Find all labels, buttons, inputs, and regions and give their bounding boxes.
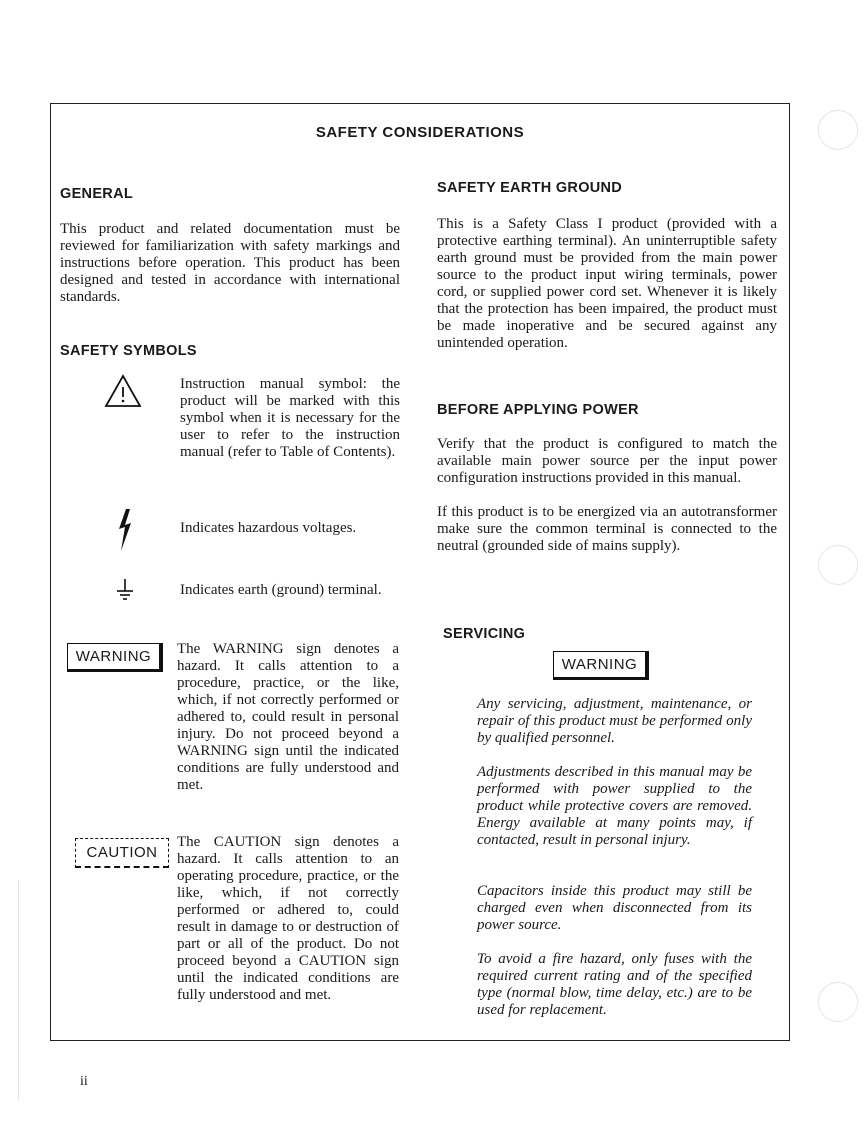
- caution-sign: CAUTION: [75, 838, 169, 868]
- earth-ground-icon: [115, 578, 135, 602]
- warning-sign-text: The WARNING sign denotes a hazard. It calls attention to a procedure, practice, or the like, which, if not correctly performed or adhered to, could result in personal injury. Do not proceed beyond a WARNING sign until the indicated conditions are fully understood and met.: [177, 641, 399, 793]
- before-power-text-1: Verify that the product is configured to match the available main power source per the input power configuration instructions provided in this manual.: [437, 436, 777, 486]
- before-power-heading: BEFORE APPLYING POWER: [437, 402, 639, 418]
- instruction-symbol-text: Instruction manual symbol: the product will be marked with this symbol when it is necessary for the user to refer to the instruction manual (refer to Table of Contents).: [180, 376, 400, 460]
- page-title: SAFETY CONSIDERATIONS: [315, 124, 525, 141]
- ground-symbol-text: Indicates earth (ground) terminal.: [180, 582, 382, 598]
- hazard-symbol-text: Indicates hazardous voltages.: [180, 520, 357, 536]
- safety-box: [50, 103, 790, 1041]
- earth-ground-text: This is a Safety Class I product (provided with a protective earthing terminal). An uninterruptible safety earth ground must be provided from the main power source to the product input wiring terminals, power cord, or supplied power cord set. Whenever it is likely that the protection has been impaired, the product must be made inoperative and be secured against any unintended operation.: [437, 216, 777, 351]
- servicing-warning-sign: WARNING: [553, 651, 649, 680]
- punch-hole-bottom: [818, 982, 858, 1022]
- caution-sign-text: The CAUTION sign denotes a hazard. It calls attention to an operating procedure, practice, or the like, which, if not correctly performed or adhered to, could result in damage to or destruction of part or all of the product. Do not proceed beyond a CAUTION sign until the indicated conditions are fully understood and met.: [177, 834, 399, 1003]
- warning-sign: WARNING: [67, 643, 163, 672]
- page-number: ii: [80, 1074, 88, 1089]
- earth-ground-heading: SAFETY EARTH GROUND: [437, 180, 623, 196]
- servicing-paragraph-2: Adjustments described in this manual may be performed with power supplied to the product while protective covers are removed. Energy available at many points may, if contacted, result in personal injury.: [477, 764, 752, 848]
- servicing-heading: SERVICING: [443, 626, 526, 642]
- general-heading: GENERAL: [60, 186, 133, 202]
- hazardous-voltage-icon: [115, 507, 135, 553]
- general-text: This product and related documentation must be reviewed for familiarization with safety markings and instructions before operation. This product has been designed and tested in accordance with international standards.: [60, 221, 400, 305]
- servicing-paragraph-4: To avoid a fire hazard, only fuses with the required current rating and of the specified type (normal blow, time delay, etc.) are to be used for replacement.: [477, 951, 752, 1018]
- scan-margin-line: [18, 880, 19, 1100]
- punch-hole-middle: [818, 545, 858, 585]
- safety-symbols-heading: SAFETY SYMBOLS: [60, 343, 197, 359]
- before-power-text-2: If this product is to be energized via an autotransformer make sure the common terminal is connected to the neutral (grounded side of mains supply).: [437, 504, 777, 554]
- servicing-paragraph-1: Any servicing, adjustment, maintenance, or repair of this product must be performed only by qualified personnel.: [477, 696, 752, 746]
- instruction-manual-icon: [104, 374, 142, 408]
- punch-hole-top: [818, 110, 858, 150]
- servicing-paragraph-3: Capacitors inside this product may still be charged even when disconnected from its power source.: [477, 883, 752, 933]
